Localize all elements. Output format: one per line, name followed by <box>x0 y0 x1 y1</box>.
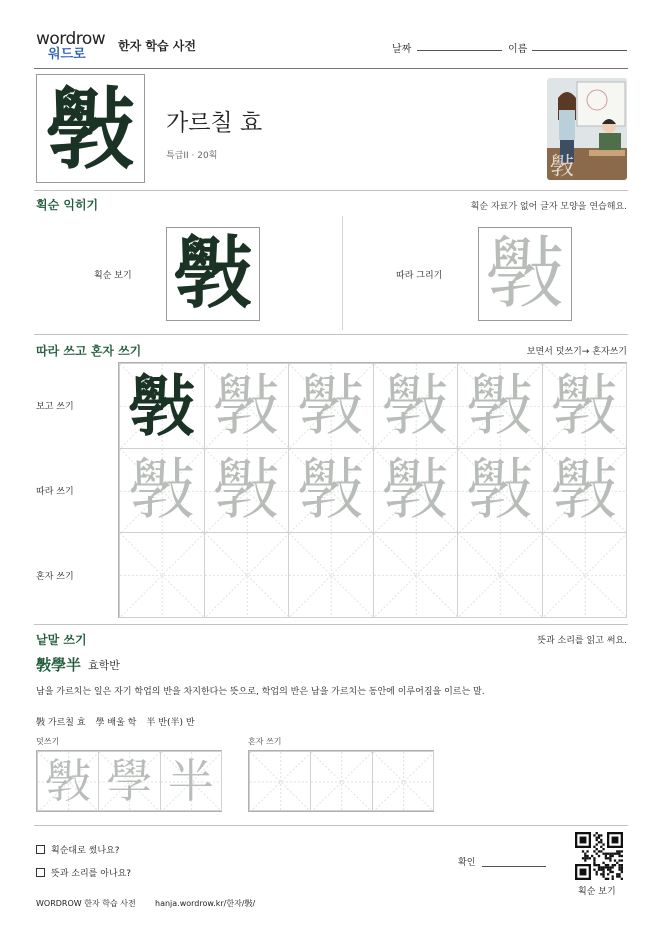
checklist-item[interactable] <box>36 866 131 879</box>
grade-info: 특급II · 20획 <box>166 151 218 161</box>
illustration-image <box>547 78 627 180</box>
document-title: 한자 학습 사전 <box>118 39 196 53</box>
checkbox[interactable] <box>36 845 45 854</box>
practice-cell[interactable] <box>204 448 290 534</box>
practice-cell[interactable] <box>119 448 205 534</box>
word-glosses <box>36 715 195 728</box>
practice-cell[interactable] <box>542 363 628 449</box>
word-cell[interactable] <box>249 751 311 811</box>
checkbox[interactable] <box>36 868 45 877</box>
practice-cell[interactable] <box>373 363 459 449</box>
practice-cell[interactable] <box>373 448 459 534</box>
word-trace-grid <box>36 750 222 812</box>
guide-lines <box>374 533 459 618</box>
practice-cell[interactable] <box>288 532 374 618</box>
date-field[interactable] <box>417 50 502 51</box>
guide-lines <box>250 752 311 811</box>
guide-lines <box>543 533 628 618</box>
word-cell[interactable] <box>160 751 222 811</box>
word-cell[interactable] <box>310 751 372 811</box>
gloss-char: 斅 <box>36 718 46 728</box>
qr-caption: 획순 보기 <box>578 887 616 897</box>
guide-lines <box>458 533 543 618</box>
guide-lines <box>205 533 290 618</box>
practice-glyph: 斅 <box>551 451 618 529</box>
practice-cell[interactable] <box>542 448 628 534</box>
stroke-section-divider <box>342 216 343 330</box>
stroke-section-title: 획순 익히기 <box>36 198 99 212</box>
gloss-char: 學 <box>95 718 105 728</box>
guide-lines <box>373 752 434 811</box>
practice-section-title: 따라 쓰고 혼자 쓰기 <box>36 344 142 358</box>
word-glyph: 半 <box>167 754 214 808</box>
hero-meaning: 가르칠 효 <box>166 110 263 136</box>
gloss-text: 반(半) 반 <box>158 718 195 728</box>
practice-cell[interactable] <box>457 363 543 449</box>
trace-label: 따라 그리기 <box>396 271 443 281</box>
qr-code[interactable] <box>575 832 623 880</box>
practice-glyph: 斅 <box>297 451 364 529</box>
gloss-text: 배울 학 <box>107 718 137 728</box>
practice-row-label: 따라 쓰기 <box>36 487 74 497</box>
stroke-view-label: 획순 보기 <box>94 271 132 281</box>
practice-cell[interactable] <box>288 448 374 534</box>
gloss-item <box>96 715 137 728</box>
header-divider <box>34 68 628 69</box>
checklist-text: 뜻과 소리를 아나요? <box>51 869 132 879</box>
practice-glyph: 斅 <box>466 366 533 444</box>
practice-cell[interactable] <box>119 532 205 618</box>
practice-glyph: 斅 <box>213 366 280 444</box>
footer-url[interactable]: hanja.wordrow.kr/한자/斅/ <box>155 899 256 908</box>
hero-character-box <box>36 74 145 183</box>
practice-cell[interactable] <box>373 532 459 618</box>
checklist-item[interactable] <box>36 843 120 856</box>
confirm-label: 확인 <box>458 858 476 868</box>
word-hanja: 斅學半 <box>36 656 82 674</box>
practice-row-label: 보고 쓰기 <box>36 402 74 412</box>
gloss-item <box>146 715 194 728</box>
word-definition: 남을 가르치는 일은 자기 학업의 반을 차지한다는 뜻으로, 학업의 반은 남을 가르치는 동안에 이루어짐을 이르는 말. <box>36 687 485 697</box>
gloss-char: 半 <box>146 718 156 728</box>
practice-divider <box>34 624 628 625</box>
practice-cell[interactable] <box>204 363 290 449</box>
qr-code-image <box>575 832 623 880</box>
stroke-section-note: 획순 자료가 없어 글자 모양을 연습해요. <box>470 202 627 212</box>
word-glyph: 學 <box>106 754 153 808</box>
word-solo-label: 혼자 쓰기 <box>248 737 282 746</box>
guide-lines <box>311 752 372 811</box>
logo-wordmark: wordrow <box>36 29 106 49</box>
hero-character: 斅 <box>46 76 135 181</box>
word-section-note: 뜻과 소리를 읽고 써요. <box>537 636 627 646</box>
word-trace-label: 덧쓰기 <box>36 737 60 746</box>
date-label: 날짜 <box>392 44 412 55</box>
checklist-text: 획순대로 썼나요? <box>51 846 120 856</box>
practice-glyph: 斅 <box>128 366 195 445</box>
illustration-watermark-char: 斅 <box>550 152 574 180</box>
word-cell[interactable] <box>37 751 99 811</box>
practice-glyph: 斅 <box>551 366 618 444</box>
practice-glyph: 斅 <box>382 366 449 444</box>
footer-brand: WORDROW 한자 학습 사전 <box>36 899 136 908</box>
practice-glyph: 斅 <box>466 451 533 529</box>
gloss-text: 가르칠 효 <box>47 718 86 728</box>
stroke-view-box <box>166 227 260 321</box>
word-glyph: 斅 <box>45 754 92 808</box>
practice-row-label: 혼자 쓰기 <box>36 572 74 582</box>
guide-lines <box>120 533 205 618</box>
stroke-view-character: 斅 <box>173 228 252 319</box>
practice-glyph: 斅 <box>128 451 195 529</box>
practice-glyph: 斅 <box>297 366 364 444</box>
gloss-item <box>36 715 86 728</box>
practice-cell[interactable] <box>204 532 290 618</box>
practice-cell[interactable] <box>457 448 543 534</box>
practice-grid <box>118 362 627 618</box>
name-field[interactable] <box>532 50 627 51</box>
guide-lines <box>289 533 374 618</box>
word-cell[interactable] <box>98 751 160 811</box>
logo <box>36 30 112 66</box>
practice-cell[interactable] <box>457 532 543 618</box>
word-cell[interactable] <box>372 751 434 811</box>
trace-character: 斅 <box>485 229 564 319</box>
stroke-divider <box>34 334 628 335</box>
word-solo-grid <box>248 750 434 812</box>
practice-cell[interactable] <box>542 532 628 618</box>
word-divider <box>34 825 628 826</box>
practice-glyph: 斅 <box>382 451 449 529</box>
practice-section-note: 보면서 덧쓰기→ 혼자쓰기 <box>526 347 627 357</box>
confirm-field[interactable] <box>482 866 546 867</box>
teacher-illustration <box>547 78 627 180</box>
practice-cell[interactable] <box>288 363 374 449</box>
word-section-title: 낱말 쓰기 <box>36 633 87 647</box>
name-label: 이름 <box>508 44 528 55</box>
hero-divider <box>34 190 628 191</box>
practice-cell[interactable] <box>119 363 205 449</box>
word-reading: 효학반 <box>88 659 120 672</box>
logo-korean: 워드로 <box>48 47 86 62</box>
practice-glyph: 斅 <box>213 451 280 529</box>
trace-box[interactable] <box>478 227 572 321</box>
